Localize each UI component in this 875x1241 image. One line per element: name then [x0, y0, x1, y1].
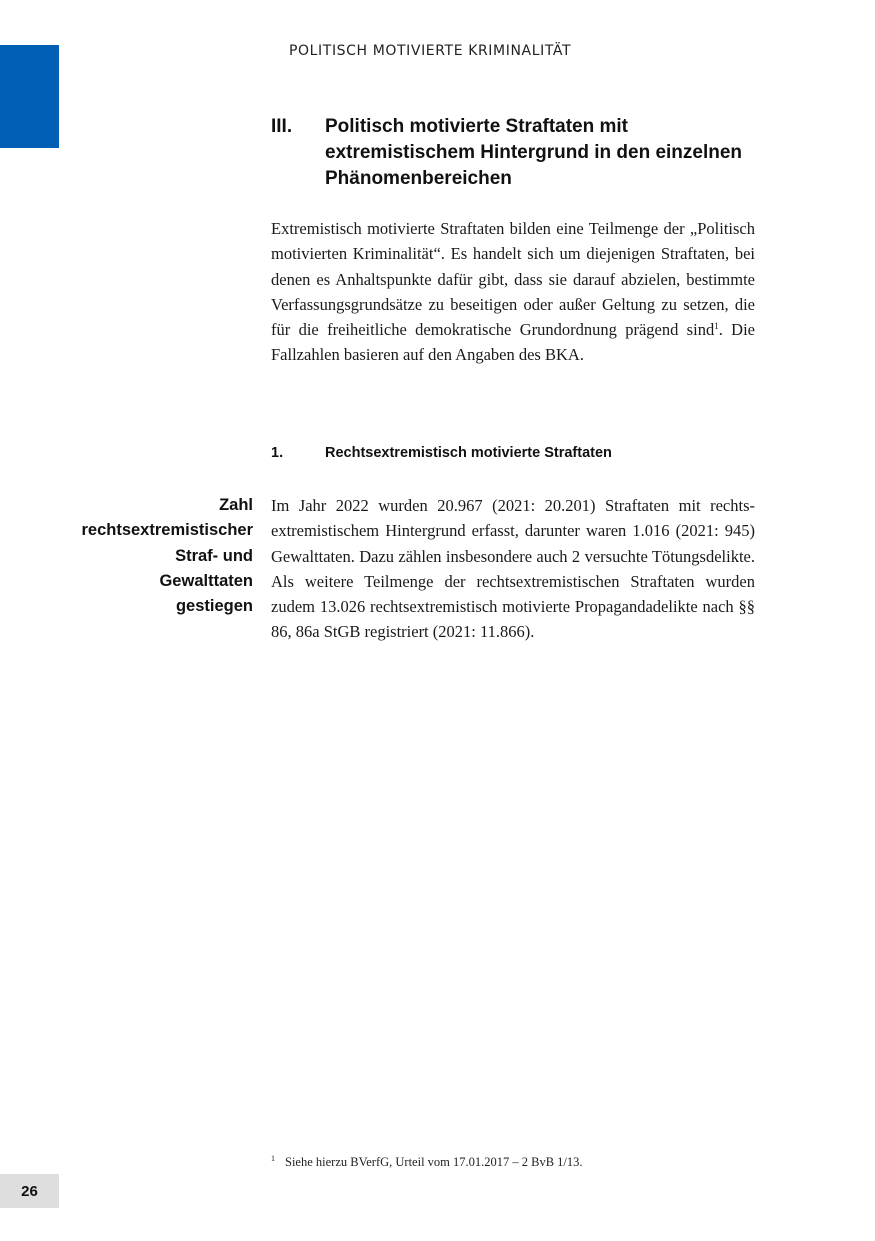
section-body-paragraph: Im Jahr 2022 wurden 20.967 (2021: 20.201) Straftaten mit rechtsextremistischem Hintergrund erfasst, darunter waren 1.016 (2021: 945) Gewalttaten. Dazu zählen insbesondere auch 2 versuchte Tötungsdelikte. Als weitere Teilmenge der rechtsextremistischen Straftaten wurden zudem 13.026 rechtsextremistisch motivierte Propagandadelikte nach §§ 86, 86a StGB registriert (2021: 11.866).	[271, 496, 755, 642]
footnote	[271, 1154, 583, 1170]
margin-note-line: Zahl	[219, 496, 253, 514]
chapter-heading	[271, 114, 761, 192]
chapter-number: III.	[271, 116, 293, 137]
page-number: 26	[21, 1182, 38, 1200]
page-number-box	[0, 1174, 59, 1208]
margin-note-line: rechtsextremistischer	[81, 521, 253, 540]
running-header: POLITISCH MOTIVIERTE KRIMINALITÄT	[289, 43, 572, 59]
margin-note-line: Straf- und	[175, 546, 253, 565]
section-title: Rechtsextremistisch motivierte Straftaten	[325, 445, 612, 461]
intro-paragraph	[271, 216, 755, 368]
intro-text: Extremistisch motivierte Straftaten bilden eine Teilmenge der „Politisch motivierten Kriminalität“. Es handelt sich um diejenigen Straftaten, bei denen es Anhaltspunkte dafür gibt, dass sie darauf abzielen, bestimmte Verfassungsgrundsätze zu beseitigen oder außer Geltung zu setzen, die für die freiheitliche demokratische Grundordnung prägend sind	[271, 219, 755, 340]
chapter-color-tab	[0, 45, 59, 148]
margin-note-line: gestiegen	[175, 597, 253, 616]
chapter-title: Politisch motivierte Straftaten mit extremistischem Hintergrund in den einzelnen Phänomenbereichen	[325, 116, 743, 189]
margin-note	[63, 493, 253, 619]
footnote-text: Siehe hierzu BVerfG, Urteil vom 17.01.2017 – 2 BvB 1/13.	[285, 1155, 583, 1169]
section-number: 1.	[271, 445, 284, 461]
margin-note-line: Gewalttaten	[159, 571, 253, 590]
intro-text-end: . Die Fallzahlen basieren auf den Angaben des BKA.	[271, 320, 755, 365]
footnote-mark: 1	[271, 1154, 275, 1163]
footnote-reference[interactable]: 1	[714, 321, 719, 332]
